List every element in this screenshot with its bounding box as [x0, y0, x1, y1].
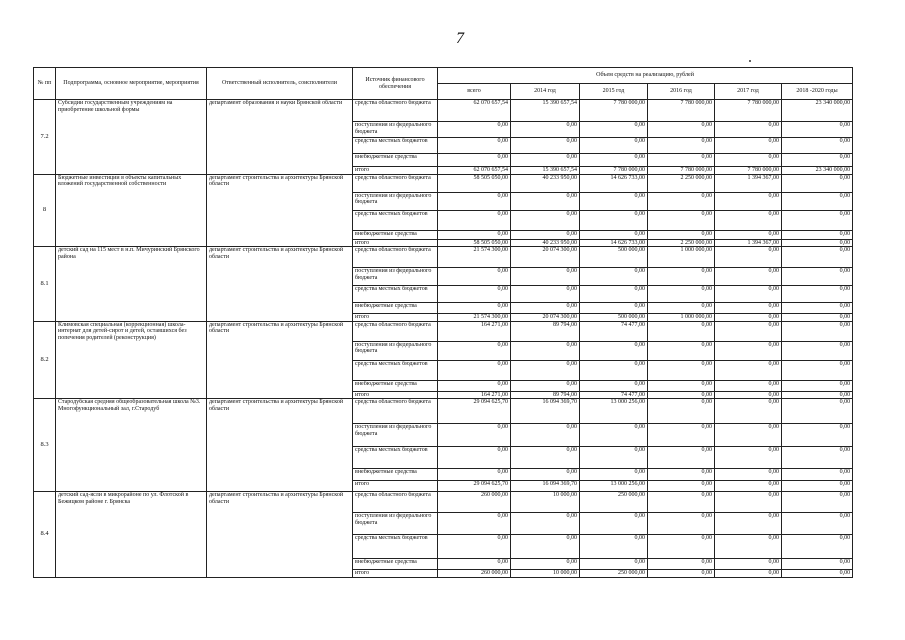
- source-label: внебюджетные средства: [353, 303, 438, 314]
- amount-cell: 250 000,00: [580, 492, 648, 513]
- amount-cell: 0,00: [511, 303, 580, 314]
- amount-cell: 0,00: [715, 286, 782, 303]
- amount-cell: 0,00: [648, 559, 715, 570]
- amount-cell: 16 094 369,70: [511, 399, 580, 424]
- source-label: итого: [353, 391, 438, 399]
- amount-cell: 40 233 950,00: [511, 239, 580, 247]
- amount-cell: 2 250 000,00: [648, 239, 715, 247]
- source-label: поступления из федерального бюджета: [353, 122, 438, 138]
- source-label: средства областного бюджета: [353, 321, 438, 341]
- item-number: 8.4: [34, 492, 56, 578]
- item-number: 8.2: [34, 321, 56, 399]
- source-label: средства местных бюджетов: [353, 138, 438, 154]
- item-responsible: департамент строительства и архитектуры Брянской области: [207, 399, 353, 492]
- amount-cell: 0,00: [648, 399, 715, 424]
- source-label: итого: [353, 239, 438, 247]
- source-label: поступления из федерального бюджета: [353, 424, 438, 447]
- amount-cell: 0,00: [580, 559, 648, 570]
- amount-cell: 0,00: [715, 192, 782, 210]
- amount-cell: 0,00: [648, 535, 715, 559]
- amount-cell: 0,00: [511, 192, 580, 210]
- amount-cell: 0,00: [782, 469, 853, 481]
- amount-cell: 0,00: [715, 268, 782, 286]
- amount-cell: 0,00: [715, 303, 782, 314]
- header-responsible: Ответственный исполнитель, соисполнители: [207, 68, 353, 100]
- amount-cell: 0,00: [511, 447, 580, 469]
- amount-cell: 0,00: [715, 230, 782, 239]
- amount-cell: 0,00: [648, 341, 715, 360]
- amount-cell: 0,00: [715, 535, 782, 559]
- table-row: [34, 321, 853, 341]
- amount-cell: 7 780 000,00: [715, 100, 782, 122]
- amount-cell: 0,00: [782, 391, 853, 399]
- item-responsible: департамент строительства и архитектуры Брянской области: [207, 174, 353, 247]
- amount-cell: 0,00: [715, 399, 782, 424]
- amount-cell: 0,00: [511, 138, 580, 154]
- amount-cell: 0,00: [782, 239, 853, 247]
- amount-cell: 0,00: [580, 268, 648, 286]
- header-volume: Объем средств на реализацию, рублей: [438, 68, 853, 84]
- amount-cell: 0,00: [782, 122, 853, 138]
- amount-cell: 0,00: [715, 314, 782, 322]
- source-label: поступления из федерального бюджета: [353, 268, 438, 286]
- amount-cell: 0,00: [438, 286, 511, 303]
- source-label: поступления из федерального бюджета: [353, 341, 438, 360]
- amount-cell: 0,00: [438, 380, 511, 391]
- amount-cell: 260 000,00: [438, 492, 511, 513]
- amount-cell: 13 000 256,00: [580, 399, 648, 424]
- source-label: средства местных бюджетов: [353, 210, 438, 230]
- amount-cell: 0,00: [438, 230, 511, 239]
- amount-cell: 0,00: [782, 286, 853, 303]
- amount-cell: 21 574 300,00: [438, 314, 511, 322]
- amount-cell: 23 340 000,00: [782, 100, 853, 122]
- amount-cell: 0,00: [715, 247, 782, 268]
- item-name: Бюджетные инвестиции в объекты капитальных вложений государственной собственности: [56, 174, 207, 247]
- amount-cell: 0,00: [511, 154, 580, 167]
- amount-cell: 0,00: [648, 138, 715, 154]
- amount-cell: 0,00: [580, 447, 648, 469]
- amount-cell: 0,00: [438, 424, 511, 447]
- amount-cell: 0,00: [438, 122, 511, 138]
- amount-cell: 0,00: [438, 469, 511, 481]
- item-name: детский сад на 115 мест в н.п. Мичуринский Брянского района: [56, 247, 207, 322]
- amount-cell: 0,00: [648, 360, 715, 380]
- amount-cell: 0,00: [715, 321, 782, 341]
- source-label: внебюджетные средства: [353, 154, 438, 167]
- source-label: средства местных бюджетов: [353, 360, 438, 380]
- amount-cell: 0,00: [782, 492, 853, 513]
- amount-cell: 0,00: [511, 230, 580, 239]
- amount-cell: 250 000,00: [580, 570, 648, 578]
- item-number: 8: [34, 174, 56, 247]
- amount-cell: 0,00: [580, 230, 648, 239]
- amount-cell: 0,00: [438, 192, 511, 210]
- amount-cell: 1 394 367,00: [715, 239, 782, 247]
- amount-cell: 260 000,00: [438, 570, 511, 578]
- amount-cell: 14 626 733,00: [580, 174, 648, 192]
- amount-cell: 0,00: [580, 192, 648, 210]
- amount-cell: 0,00: [580, 122, 648, 138]
- amount-cell: 0,00: [782, 192, 853, 210]
- amount-cell: 0,00: [715, 341, 782, 360]
- amount-cell: 15 390 657,54: [511, 167, 580, 175]
- amount-cell: 7 780 000,00: [648, 167, 715, 175]
- item-responsible: департамент образования и науки Брянской области: [207, 100, 353, 175]
- source-label: средства местных бюджетов: [353, 286, 438, 303]
- amount-cell: 0,00: [511, 210, 580, 230]
- amount-cell: 0,00: [782, 360, 853, 380]
- amount-cell: 0,00: [715, 122, 782, 138]
- amount-cell: 0,00: [715, 154, 782, 167]
- amount-cell: 0,00: [782, 399, 853, 424]
- amount-cell: 0,00: [438, 360, 511, 380]
- amount-cell: 20 074 300,00: [511, 314, 580, 322]
- amount-cell: 0,00: [782, 210, 853, 230]
- amount-cell: 500 000,00: [580, 314, 648, 322]
- amount-cell: 0,00: [782, 247, 853, 268]
- table-row: [34, 100, 853, 122]
- amount-cell: 0,00: [782, 174, 853, 192]
- amount-cell: 15 390 657,54: [511, 100, 580, 122]
- amount-cell: 0,00: [511, 559, 580, 570]
- amount-cell: 0,00: [511, 122, 580, 138]
- amount-cell: 0,00: [715, 391, 782, 399]
- amount-cell: 0,00: [648, 268, 715, 286]
- amount-cell: 0,00: [782, 268, 853, 286]
- amount-cell: 0,00: [715, 380, 782, 391]
- amount-cell: 0,00: [782, 154, 853, 167]
- header-year-0: всего: [438, 84, 511, 100]
- amount-cell: 62 070 657,54: [438, 167, 511, 175]
- amount-cell: 0,00: [715, 469, 782, 481]
- amount-cell: 1 000 000,00: [648, 314, 715, 322]
- amount-cell: 0,00: [782, 314, 853, 322]
- funding-table: [33, 67, 853, 578]
- amount-cell: 40 233 950,00: [511, 174, 580, 192]
- amount-cell: 0,00: [511, 268, 580, 286]
- amount-cell: 0,00: [782, 138, 853, 154]
- item-responsible: департамент строительства и архитектуры Брянской области: [207, 492, 353, 578]
- amount-cell: 14 626 733,00: [580, 239, 648, 247]
- source-label: итого: [353, 314, 438, 322]
- source-label: внебюджетные средства: [353, 380, 438, 391]
- amount-cell: 0,00: [782, 303, 853, 314]
- amount-cell: 74 477,00: [580, 321, 648, 341]
- amount-cell: 0,00: [511, 535, 580, 559]
- amount-cell: 0,00: [580, 286, 648, 303]
- source-label: средства областного бюджета: [353, 399, 438, 424]
- amount-cell: 7 780 000,00: [715, 167, 782, 175]
- source-label: средства местных бюджетов: [353, 535, 438, 559]
- source-label: внебюджетные средства: [353, 559, 438, 570]
- amount-cell: 0,00: [782, 424, 853, 447]
- amount-cell: 0,00: [438, 535, 511, 559]
- source-label: поступления из федерального бюджета: [353, 513, 438, 535]
- amount-cell: 29 094 625,70: [438, 399, 511, 424]
- item-name: Климовская специальная (коррекционная) школа-интернат для детей-сирот и детей, оставшихся без попечения родителей (реконструкция): [56, 321, 207, 399]
- item-number: 7.2: [34, 100, 56, 175]
- header-year-3: 2016 год: [648, 84, 715, 100]
- amount-cell: 0,00: [511, 341, 580, 360]
- amount-cell: 23 340 000,00: [782, 167, 853, 175]
- amount-cell: 74 477,00: [580, 391, 648, 399]
- amount-cell: 0,00: [648, 481, 715, 492]
- source-label: итого: [353, 167, 438, 175]
- amount-cell: 16 094 369,70: [511, 481, 580, 492]
- header-year-1: 2014 год: [511, 84, 580, 100]
- page-number: 7: [456, 30, 464, 47]
- table-row: [34, 174, 853, 192]
- amount-cell: 20 074 300,00: [511, 247, 580, 268]
- amount-cell: 0,00: [648, 210, 715, 230]
- amount-cell: 0,00: [648, 424, 715, 447]
- header-num: № пп: [34, 68, 56, 100]
- amount-cell: 7 780 000,00: [648, 100, 715, 122]
- amount-cell: 500 000,00: [580, 247, 648, 268]
- amount-cell: 0,00: [782, 535, 853, 559]
- amount-cell: 0,00: [648, 469, 715, 481]
- amount-cell: 0,00: [648, 154, 715, 167]
- amount-cell: 0,00: [715, 138, 782, 154]
- amount-cell: 0,00: [715, 570, 782, 578]
- amount-cell: 0,00: [580, 303, 648, 314]
- amount-cell: 0,00: [648, 303, 715, 314]
- item-responsible: департамент строительства и архитектуры Брянской области: [207, 247, 353, 322]
- table-row: [34, 399, 853, 424]
- amount-cell: 58 505 050,00: [438, 174, 511, 192]
- amount-cell: 0,00: [782, 321, 853, 341]
- item-name: детский сад-ясли в микрорайоне по ул. Флотской в Бежицком районе г. Брянска: [56, 492, 207, 578]
- amount-cell: 0,00: [715, 481, 782, 492]
- amount-cell: 0,00: [438, 559, 511, 570]
- amount-cell: 0,00: [580, 138, 648, 154]
- amount-cell: 0,00: [715, 513, 782, 535]
- amount-cell: 2 250 000,00: [648, 174, 715, 192]
- table-row: [34, 247, 853, 268]
- amount-cell: 0,00: [715, 360, 782, 380]
- amount-cell: 0,00: [580, 469, 648, 481]
- source-label: итого: [353, 481, 438, 492]
- amount-cell: 0,00: [782, 513, 853, 535]
- amount-cell: 0,00: [648, 492, 715, 513]
- item-name: Субсидии государственным учреждениям на приобретение школьной формы: [56, 100, 207, 175]
- amount-cell: 0,00: [438, 341, 511, 360]
- amount-cell: 0,00: [715, 492, 782, 513]
- amount-cell: 13 000 256,00: [580, 481, 648, 492]
- source-label: средства областного бюджета: [353, 492, 438, 513]
- amount-cell: 0,00: [715, 447, 782, 469]
- amount-cell: 0,00: [580, 360, 648, 380]
- amount-cell: 0,00: [580, 341, 648, 360]
- header-year-5: 2018 -2020 годы: [782, 84, 853, 100]
- amount-cell: 0,00: [648, 286, 715, 303]
- amount-cell: 0,00: [580, 154, 648, 167]
- amount-cell: 0,00: [715, 210, 782, 230]
- amount-cell: 0,00: [648, 391, 715, 399]
- amount-cell: 0,00: [648, 321, 715, 341]
- amount-cell: 0,00: [782, 230, 853, 239]
- amount-cell: 0,00: [511, 469, 580, 481]
- amount-cell: 0,00: [782, 447, 853, 469]
- amount-cell: 62 070 657,54: [438, 100, 511, 122]
- amount-cell: 0,00: [580, 380, 648, 391]
- source-label: итого: [353, 570, 438, 578]
- amount-cell: 10 000,00: [511, 570, 580, 578]
- header-year-4: 2017 год: [715, 84, 782, 100]
- amount-cell: 1 000 000,00: [648, 247, 715, 268]
- amount-cell: 0,00: [438, 154, 511, 167]
- source-label: средства областного бюджета: [353, 174, 438, 192]
- amount-cell: 0,00: [438, 447, 511, 469]
- amount-cell: 58 505 050,00: [438, 239, 511, 247]
- source-label: средства местных бюджетов: [353, 447, 438, 469]
- amount-cell: 89 794,00: [511, 391, 580, 399]
- amount-cell: 1 394 367,00: [715, 174, 782, 192]
- amount-cell: 0,00: [715, 559, 782, 570]
- amount-cell: 0,00: [438, 210, 511, 230]
- item-number: 8.3: [34, 399, 56, 492]
- amount-cell: 0,00: [648, 570, 715, 578]
- amount-cell: 0,00: [438, 138, 511, 154]
- amount-cell: 0,00: [438, 268, 511, 286]
- amount-cell: 0,00: [438, 303, 511, 314]
- amount-cell: 164 271,00: [438, 321, 511, 341]
- amount-cell: 0,00: [648, 122, 715, 138]
- header-name: Подпрограмма, основное мероприятие, мероприятия: [56, 68, 207, 100]
- amount-cell: 7 780 000,00: [580, 167, 648, 175]
- amount-cell: 29 094 625,70: [438, 481, 511, 492]
- amount-cell: 0,00: [511, 380, 580, 391]
- amount-cell: 0,00: [511, 286, 580, 303]
- item-number: 8.1: [34, 247, 56, 322]
- amount-cell: 10 000,00: [511, 492, 580, 513]
- source-label: внебюджетные средства: [353, 469, 438, 481]
- amount-cell: 21 574 300,00: [438, 247, 511, 268]
- amount-cell: 0,00: [648, 380, 715, 391]
- item-name: Стародубская средняя общеобразовательная школа №3. Многофункциональный зал, г.Стародуб: [56, 399, 207, 492]
- amount-cell: 0,00: [580, 210, 648, 230]
- source-label: внебюджетные средства: [353, 230, 438, 239]
- source-label: средства областного бюджета: [353, 100, 438, 122]
- amount-cell: 0,00: [511, 360, 580, 380]
- amount-cell: 0,00: [782, 481, 853, 492]
- amount-cell: 7 780 000,00: [580, 100, 648, 122]
- header-year-2: 2015 год: [580, 84, 648, 100]
- item-responsible: департамент строительства и архитектуры Брянской области: [207, 321, 353, 399]
- table-row: [34, 492, 853, 513]
- amount-cell: 0,00: [580, 513, 648, 535]
- amount-cell: 0,00: [580, 424, 648, 447]
- amount-cell: 89 794,00: [511, 321, 580, 341]
- amount-cell: 0,00: [648, 230, 715, 239]
- amount-cell: 0,00: [782, 380, 853, 391]
- amount-cell: 0,00: [511, 513, 580, 535]
- source-label: поступления из федерального бюджета: [353, 192, 438, 210]
- amount-cell: 0,00: [580, 535, 648, 559]
- amount-cell: 0,00: [715, 424, 782, 447]
- amount-cell: 0,00: [648, 192, 715, 210]
- amount-cell: 0,00: [648, 513, 715, 535]
- amount-cell: 0,00: [511, 424, 580, 447]
- scan-dot: [749, 60, 751, 62]
- amount-cell: 0,00: [438, 513, 511, 535]
- amount-cell: 0,00: [782, 559, 853, 570]
- header-source: Источник финансового обеспечения: [353, 68, 438, 100]
- amount-cell: 0,00: [648, 447, 715, 469]
- amount-cell: 0,00: [782, 341, 853, 360]
- amount-cell: 164 271,00: [438, 391, 511, 399]
- source-label: средства областного бюджета: [353, 247, 438, 268]
- amount-cell: 0,00: [782, 570, 853, 578]
